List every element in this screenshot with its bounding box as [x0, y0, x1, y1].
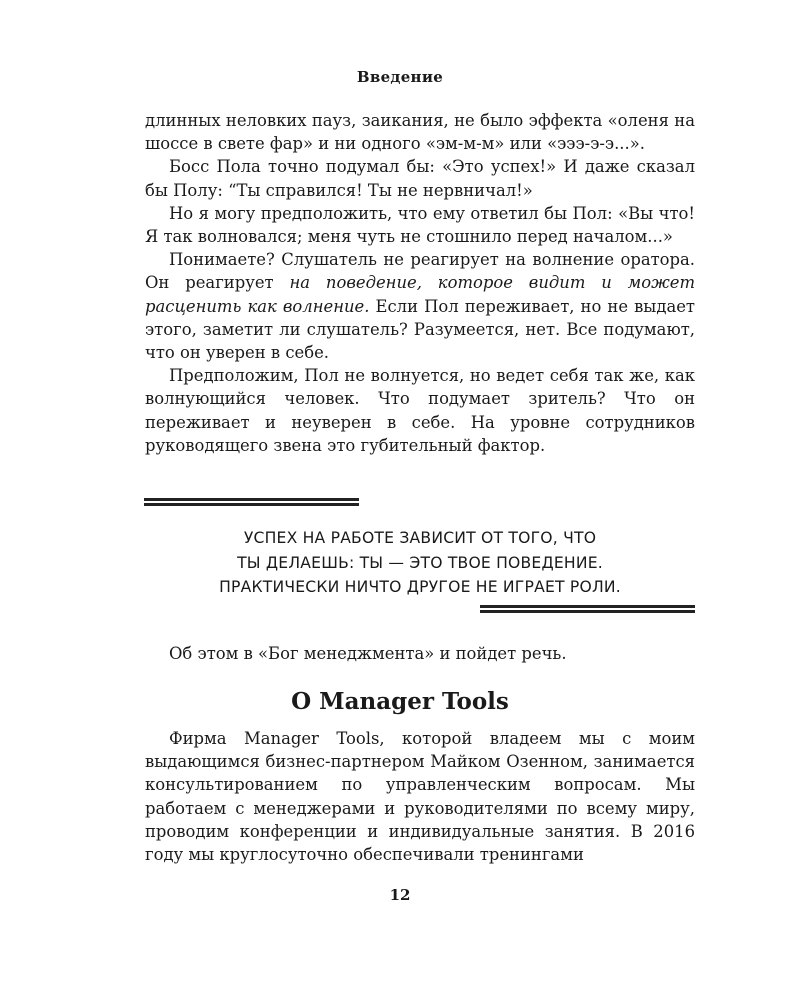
paragraph: Об этом в «Бог менеджмента» и пойдет речь.: [169, 644, 567, 663]
pull-quote: [145, 526, 695, 600]
italic-emphasis: на поведение, которое видит и может расценить как волнение.: [145, 273, 695, 316]
paragraph: Фирма Manager Tools, которой владеем мы с моим выдающимся бизнес-партнером Майком Озенном, занимается консультированием по управленческим вопросам. Мы работаем с менеджерами и руководителями по всему миру, проводим конференции и индивидуальные занятия. В 2016 году мы круглосуточно обеспечивали тренингами: [145, 729, 695, 865]
quote-divider-top: [144, 498, 359, 506]
running-header: Введение: [356, 68, 444, 86]
pull-quote-line: ПРАКТИЧЕСКИ НИЧТО ДРУГОЕ НЕ ИГРАЕТ РОЛИ.: [219, 578, 621, 596]
pull-quote-line: ТЫ ДЕЛАЕШЬ: ТЫ — ЭТО ТВОЕ ПОВЕДЕНИЕ.: [237, 553, 603, 572]
section-heading: О Manager Tools: [291, 688, 509, 715]
paragraph-text: Понимаете? Слушатель не реагирует на волнение оратора. Он реагирует: [145, 250, 695, 293]
paragraph: Предположим, Пол не волнуется, но ведет себя так же, как волнующийся человек. Что подумает зритель? Что он переживает и неуверен в себе. На уровне сотрудников руководящего звена это губительный фактор.: [145, 366, 695, 455]
page-number: 12: [389, 886, 411, 904]
paragraph: Но я могу предположить, что ему ответил бы Пол: «Вы что! Я так волновался; меня чуть не стошнило перед началом...»: [145, 203, 695, 247]
paragraph: длинных неловких пауз, заикания, не было эффекта «оленя на шоссе в свете фар» и ни одного «эм-м-м» или «эээ-э-э...».: [145, 111, 695, 154]
after-quote-text: [145, 642, 695, 665]
paragraph: Босс Пола точно подумал бы: «Это успех!» И даже сказал бы Полу: “Ты справился! Ты не нервничал!»: [145, 157, 695, 200]
paragraph: [145, 248, 695, 364]
quote-divider-bottom: [480, 605, 695, 613]
intro-text-block: [145, 109, 695, 457]
paragraph-text: Если Пол переживает, но не выдает этого, заметит ли слушатель? Разумеется, нет. Все подумают, что он уверен в себе.: [145, 296, 695, 363]
section-text-block: [145, 727, 695, 866]
pull-quote-line: УСПЕХ НА РАБОТЕ ЗАВИСИТ ОТ ТОГО, ЧТО: [243, 529, 597, 547]
